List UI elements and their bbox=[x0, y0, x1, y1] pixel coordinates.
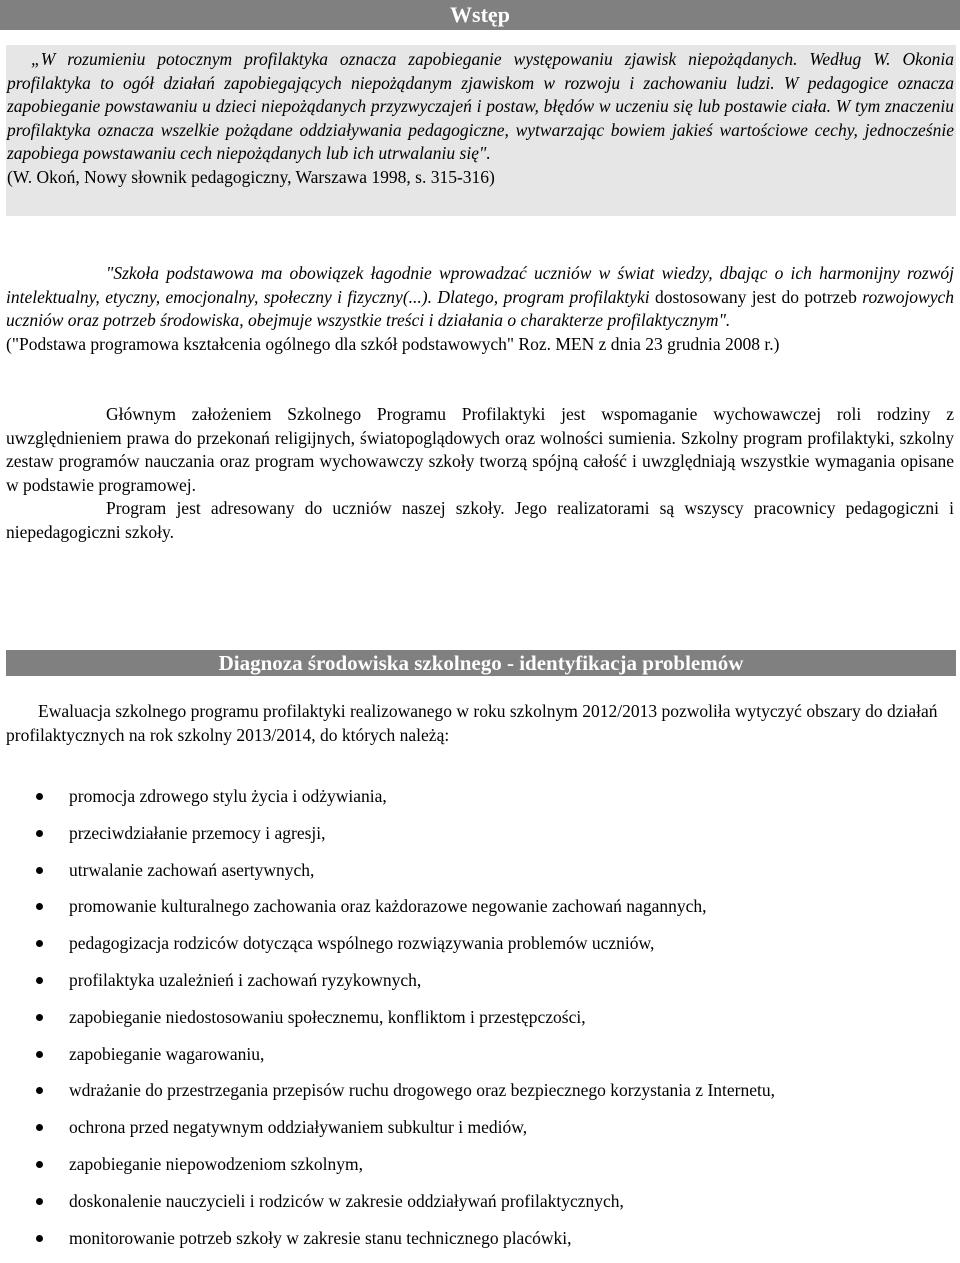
diagnosis-intro bbox=[6, 700, 954, 747]
list-item bbox=[0, 895, 960, 932]
list-item bbox=[0, 785, 960, 822]
list-item bbox=[0, 1227, 960, 1263]
list-item-text: zapobieganie niedostosowaniu społecznemu, konfliktom i przestępczości, bbox=[69, 1006, 586, 1027]
bullet-icon bbox=[36, 940, 43, 947]
bullet-icon bbox=[36, 867, 43, 874]
bullet-icon bbox=[36, 1198, 43, 1205]
bullet-icon bbox=[36, 830, 43, 837]
list-item bbox=[0, 1153, 960, 1190]
program-assumptions-paragraph bbox=[6, 403, 954, 544]
program-assumptions-text: Głównym założeniem Szkolnego Programu Profilaktyki jest wspomaganie wychowawczej roli rodziny z uwzględnieniem prawa do przekonań religijnych, światopoglądowych oraz wolności sumienia. Szkolny program profilaktyki, szkolny zestaw programów nauczania oraz program wychowawczy szkoły tworzą spójną całość i uwzględniają wszystkie wymagania opisane w podstawie programowej. bbox=[6, 404, 954, 495]
bullet-icon bbox=[36, 1014, 43, 1021]
list-item-text: zapobieganie wagarowaniu, bbox=[69, 1043, 265, 1064]
curriculum-normal-text: dostosowany jest do potrzeb bbox=[655, 286, 857, 307]
list-item bbox=[0, 1006, 960, 1043]
list-item-text: pedagogizacja rodziców dotycząca wspólnego rozwiązywania problemów uczniów, bbox=[69, 933, 655, 954]
section-heading-diagnoza: Diagnoza środowiska szkolnego - identyfikacja problemów bbox=[6, 650, 956, 676]
list-item-text: promocja zdrowego stylu życia i odżywiania, bbox=[69, 786, 387, 806]
list-item-text: ochrona przed negatywnym oddziaływaniem subkultur i mediów, bbox=[69, 1117, 528, 1138]
list-item bbox=[0, 1079, 960, 1116]
list-item-text: zapobieganie niepowodzeniom szkolnym, bbox=[69, 1153, 364, 1174]
list-item bbox=[0, 1116, 960, 1153]
list-item-text: monitorowanie potrzeb szkoły w zakresie stanu technicznego placówki, bbox=[69, 1227, 572, 1248]
section-heading-wstep: Wstęp bbox=[0, 0, 960, 30]
problem-areas-list bbox=[0, 785, 960, 1263]
bullet-icon bbox=[36, 1161, 43, 1168]
bullet-icon bbox=[36, 977, 43, 984]
quote-source: (W. Okoń, Nowy słownik pedagogiczny, Warszawa 1998, s. 315-316) bbox=[7, 166, 495, 187]
curriculum-quote-part-2: rozwojowych uczniów oraz potrzeb środowiska, obejmuje wszystkie treści i działania o charakterze profilaktycznym". bbox=[6, 286, 955, 330]
list-item-text: doskonalenie nauczycieli i rodziców w zakresie oddziaływań profilaktycznych, bbox=[69, 1190, 624, 1211]
bullet-icon bbox=[36, 793, 43, 800]
list-item-text: wdrażanie do przestrzegania przepisów ruchu drogowego oraz bezpiecznego korzystania z Internetu, bbox=[69, 1080, 775, 1101]
bullet-icon bbox=[36, 1235, 43, 1242]
list-item bbox=[0, 1190, 960, 1227]
list-item bbox=[0, 969, 960, 1006]
list-item-text: utrwalanie zachowań asertywnych, bbox=[69, 859, 315, 880]
curriculum-quote-part-1: "Szkoła podstawowa ma obowiązek łagodnie wprowadzać uczniów w świat wiedzy, dbając o ich harmonijny rozwój intelektualny, etyczny, emocjonalny, społeczny i fizyczny(...). Dlatego, program profilaktyki bbox=[6, 263, 954, 307]
list-item-text: przeciwdziałanie przemocy i agresji, bbox=[69, 822, 326, 843]
quote-text: „W rozumieniu potocznym profilaktyka oznacza zapobieganie występowaniu zjawisk niepożądanych. Według W. Okonia profilaktyka to ogół działań zapobiegających niepożądanym zjawiskom w rozwoju i zachowaniu ludzi. W pedagogice oznacza zapobieganie powstawaniu u dzieci niepożądanych przyzwyczajeń i postaw, błędów w uczeniu się lub postawie ciała. W tym znaczeniu profilaktyka oznacza wszelkie pożądane oddziaływania pedagogiczne, wytwarzając bowiem jakieś wartościowe cechy, jednocześnie zapobiega powstawaniu cech niepożądanych lub ich utrwalaniu się". bbox=[7, 49, 954, 163]
bullet-icon bbox=[36, 903, 43, 910]
curriculum-quote-paragraph bbox=[6, 262, 954, 356]
diagnosis-intro-text: Ewaluacja szkolnego programu profilaktyki realizowanego w roku szkolnym 2012/2013 pozwoliła wytyczyć obszary do działań profilaktycznych na rok szkolny 2013/2014, do których należą: bbox=[6, 701, 938, 745]
bullet-icon bbox=[36, 1051, 43, 1058]
program-audience-text: Program jest adresowany do uczniów naszej szkoły. Jego realizatorami są wszyscy pracownicy pedagogiczni i niepedagogiczni szkoły. bbox=[6, 498, 954, 542]
list-item bbox=[0, 822, 960, 859]
bullet-icon bbox=[36, 1124, 43, 1131]
curriculum-source: ("Podstawa programowa kształcenia ogólnego dla szkół podstawowych" Roz. MEN z dnia 23 grudnia 2008 r.) bbox=[6, 333, 780, 354]
list-item bbox=[0, 1043, 960, 1080]
list-item bbox=[0, 859, 960, 896]
bullet-icon bbox=[36, 1087, 43, 1094]
list-item bbox=[0, 932, 960, 969]
definition-quote bbox=[6, 45, 956, 216]
list-item-text: promowanie kulturalnego zachowania oraz każdorazowe negowanie zachowań nagannych, bbox=[69, 896, 707, 917]
list-item-text: profilaktyka uzależnień i zachowań ryzykownych, bbox=[69, 969, 422, 990]
